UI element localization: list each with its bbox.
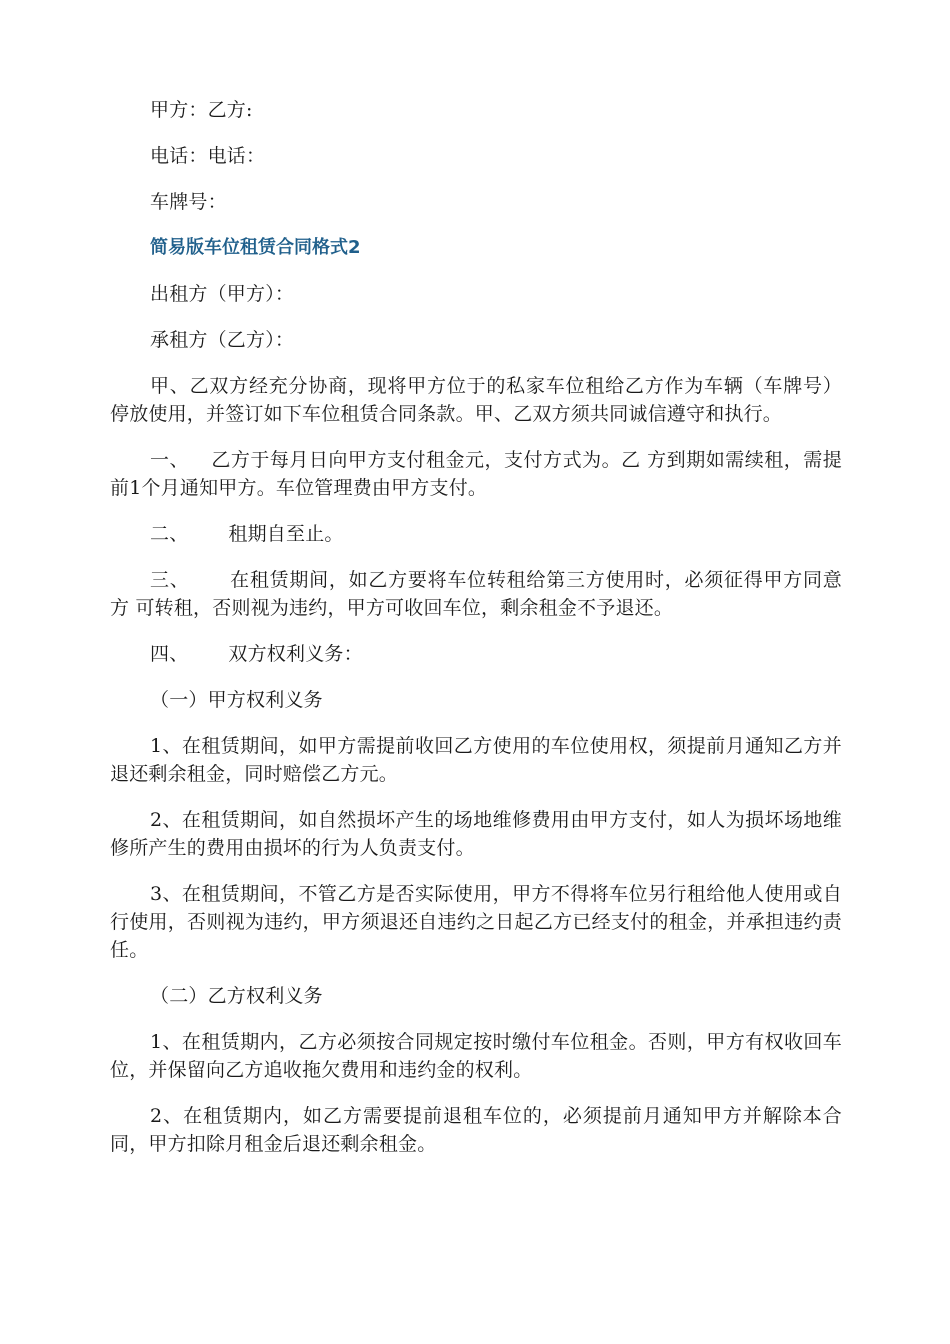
clause-2 xyxy=(110,520,842,548)
plate-number-line: 车牌号： xyxy=(150,191,227,213)
clause-1 xyxy=(110,446,842,502)
clause-3-number: 三、 xyxy=(150,569,190,591)
lessee-line: 承租方（乙方）： xyxy=(150,329,295,351)
clause-4 xyxy=(110,640,842,668)
intro-paragraph: 甲、乙双方经充分协商，现将甲方位于的私家车位租给乙方作为车辆（车牌号） 停放使用，并签订如下车位租赁合同条款。甲、乙双方须共同诚信遵守和执行。 xyxy=(110,375,842,425)
party-a-item-1: 1、在租赁期间，如甲方需提前收回乙方使用的车位使用权，须提前月通知乙方并退还剩余租金，同时赔偿乙方元。 xyxy=(110,735,842,785)
party-a-heading: （一）甲方权利义务 xyxy=(150,689,323,711)
document-body xyxy=(110,96,842,1176)
party-a-item-3: 3、在租赁期间，不管乙方是否实际使用，甲方不得将车位另行租给他人使用或自行使用，否则视为违约，甲方须退还自违约之日起乙方已经支付的租金，并承担违约责任。 xyxy=(110,883,842,961)
clause-2-text: 租期自至止。 xyxy=(228,523,344,545)
phone-line: 电话：电话： xyxy=(150,145,266,167)
clause-4-number: 四、 xyxy=(150,643,189,665)
clause-3-text: 在租赁期间，如乙方要将车位转租给第三方使用时，必须征得甲方同意方 可转租，否则视为违约，甲方可收回车位，剩余租金不予退还。 xyxy=(110,569,842,619)
party-names-line: 甲方：乙方: xyxy=(150,99,253,121)
party-a-item-2: 2、在租赁期间，如自然损坏产生的场地维修费用由甲方支付，如人为损坏场地维修所产生的费用由损坏的行为人负责支付。 xyxy=(110,809,842,859)
clause-2-number: 二、 xyxy=(150,523,189,545)
party-b-item-1: 1、在租赁期内，乙方必须按合同规定按时缴付车位租金。否则，甲方有权收回车位，并保留向乙方追收拖欠费用和违约金的权利。 xyxy=(110,1031,842,1081)
clause-1-number: 一、 xyxy=(150,449,190,471)
lessor-line: 出租方（甲方）： xyxy=(150,283,295,305)
clause-1-text: 乙方于每月日向甲方支付租金元，支付方式为。乙 方到期如需续租，需提前1个月通知甲方。车位管理费由甲方支付。 xyxy=(110,449,842,499)
party-b-heading: （二）乙方权利义务 xyxy=(150,985,323,1007)
section-title: 简易版车位租赁合同格式2 xyxy=(150,237,361,258)
clause-4-text: 双方权利义务： xyxy=(228,643,363,665)
clause-3 xyxy=(110,566,842,622)
party-b-item-2: 2、在租赁期内，如乙方需要提前退租车位的，必须提前月通知甲方并解除本合同，甲方扣除月租金后退还剩余租金。 xyxy=(110,1105,842,1155)
